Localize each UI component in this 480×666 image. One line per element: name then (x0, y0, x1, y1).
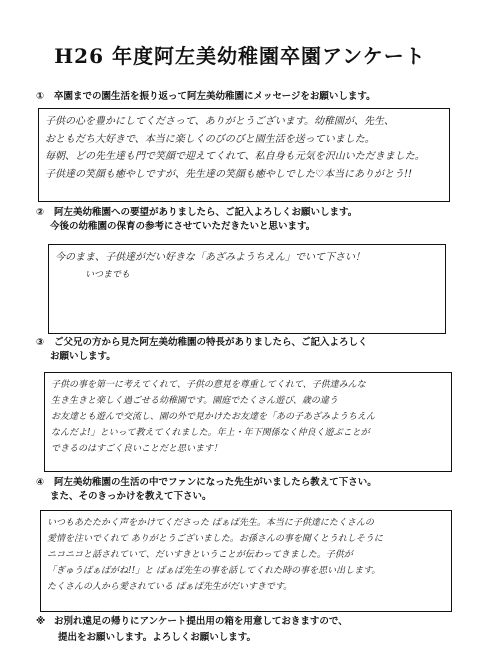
question-number: ④ (36, 477, 45, 488)
question-2 (36, 206, 357, 234)
answer-line: できるのはすごく良いことだと思います！ (51, 444, 223, 454)
question-text: 阿左美幼稚園への要望がありましたら、ご記入よろしくお願いします。 (54, 207, 358, 218)
answer-line: 愛情を注いでくれて ありがとうございました。お孫さんの事を聞くとうれしそうに (47, 534, 383, 544)
question-text: 卒園までの園生活を振り返って阿左美幼稚園にメッセージをお願いします。 (54, 91, 376, 102)
question-3 (36, 336, 368, 364)
answer-line: たくさんの人から愛されている ばぁば先生がだいすきです。 (47, 582, 293, 592)
answer-line: 「ぎゅうばぁばがね!!」と ばぁば先生の事を話してくれた時の事を思い出します。 (47, 566, 381, 576)
answer-line: 子供の事を第一に考えてくれて、子供の意見を尊重してくれて、子供達みんな (51, 380, 366, 390)
footer-note (36, 614, 348, 646)
answer-line: 子供の心を豊かにしてくださって、ありがとうございます。幼稚園が、先生、 (45, 116, 394, 127)
page-title: H26 年度阿左美幼稚園卒園アンケート (54, 44, 426, 68)
answer-box-2 (48, 244, 446, 334)
answer-line: なんだよ!」といって教えてくれました。年上・年下関係なく仲良く遊ぶことが (51, 428, 370, 438)
question-number: ③ (36, 337, 45, 348)
answer-line: おともだち大好きで、本当に楽しくのびのびと園生活を送っていました。 (45, 133, 375, 145)
answer-line: 今のまま、子供達がだい好きな「あざみようちえん」でいて下さい！ (55, 252, 365, 263)
question-text: ご父兄の方から見た阿左美幼稚園の特長がありましたら、ご記入よろしく (54, 337, 368, 348)
answer-line: いつもあたたかく声をかけてくださった ばぁば先生。本当に子供達にたくさんの (47, 518, 374, 528)
answer-box-3 (44, 372, 452, 472)
footer-line-2: 提出をお願いします。よろしくお願いします。 (58, 632, 256, 643)
answer-line: 生き生きと楽しく過ごせる幼稚園です。園庭でたくさん遊び、歳の違う (51, 396, 338, 406)
question-text: 阿左美幼稚園の生活の中でファンになった先生がいましたら教えて下さい。 (54, 477, 377, 488)
answer-box-1 (38, 108, 450, 202)
question-number: ① (36, 91, 45, 102)
footer-line-1: お別れ遠足の帰りにアンケート提出用の箱を用意しておきますので、 (54, 616, 348, 627)
question-number: ② (36, 207, 45, 218)
question-1 (36, 90, 376, 104)
answer-line: ニコニコと話されていて、だいすきということが伝わってきました。子供が (47, 550, 353, 560)
question-text-2: 今後の幼稚園の保育の参考にさせていただきたいと思います。 (50, 221, 316, 232)
answer-line: 子供達の笑顔も癒やしですが、先生達の笑顔も癒やしでした♡本当にありがとう!! (45, 168, 413, 180)
answer-line: いつまでも (85, 269, 131, 280)
answer-box-4 (40, 510, 452, 612)
question-text-2: お願いします。 (50, 351, 116, 362)
question-4 (36, 476, 377, 504)
answer-line: 毎朝、どの先生達も門で笑顔で迎えてくれて、私自身も元気を沢山いただきました。 (45, 151, 425, 162)
note-mark: ※ (36, 616, 46, 627)
answer-line: お友達とも遊んで交流し、園の外で見かけたお友達を「あの子あざみようちえん (51, 412, 376, 422)
question-text-2: また、そのきっかけを教えて下さい。 (50, 491, 212, 502)
